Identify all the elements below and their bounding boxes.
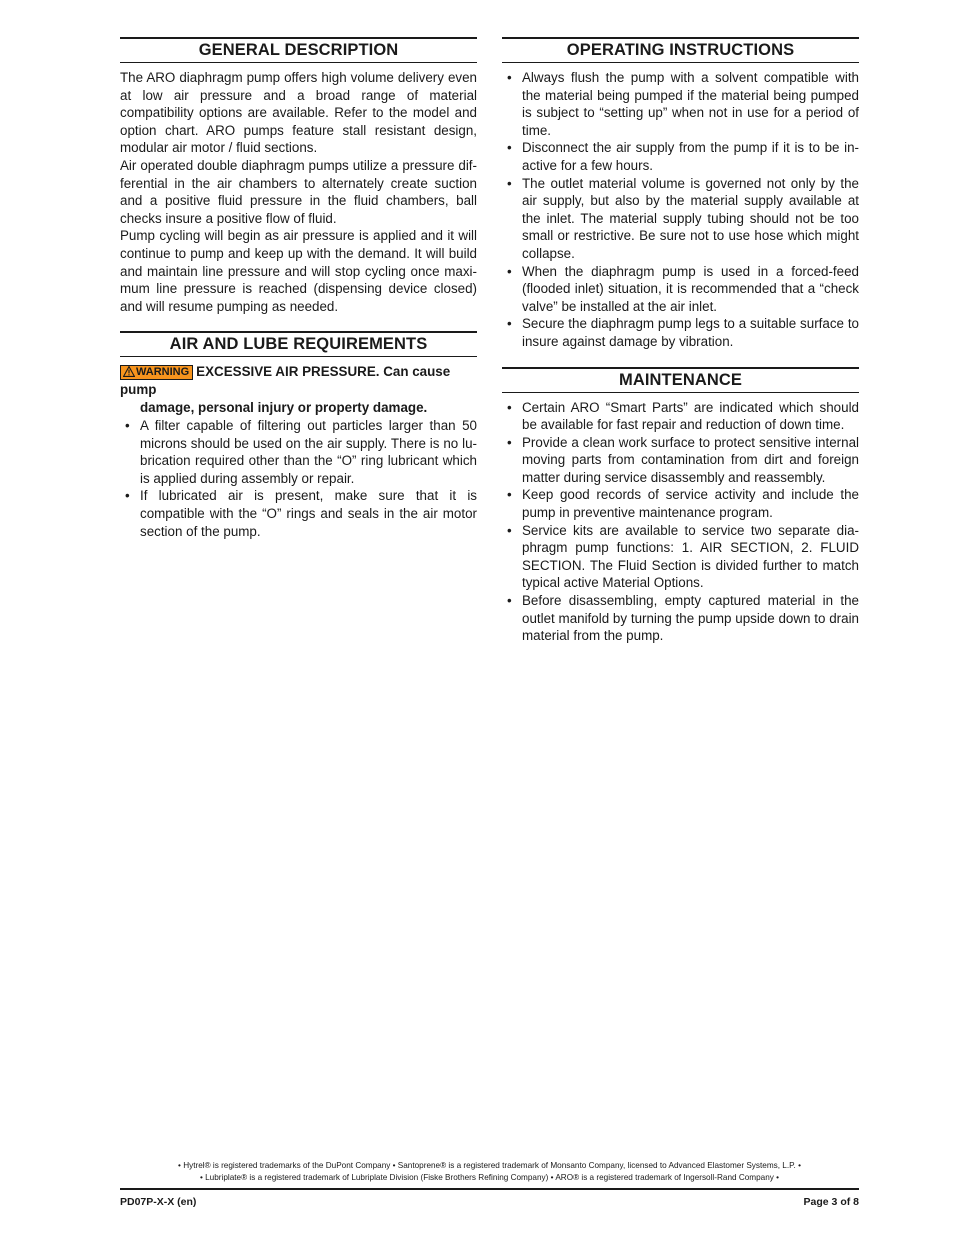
footer-divider: [120, 1188, 859, 1190]
bullet-icon: •: [125, 488, 130, 504]
list-item: • Secure the diaphragm pump legs to a suitable surface to insure against damage by vibration.: [507, 316, 859, 349]
page-number: Page 3 of 8: [803, 1196, 859, 1208]
bullet-icon: •: [507, 399, 512, 415]
operating-instructions-section: [502, 37, 859, 351]
trademark-note-1: • Hytrel® is registered trademarks of the DuPont Company • Santoprene® is a registered trademark of Monsanto Company, licensed to Advanced Elastomer Systems, L.P. •: [178, 1161, 801, 1170]
list-item: • Service kits are available to service two separate diaphragm pump functions: 1. AIR SECTION, 2. FLUID SECTION. The Fluid Section is divided further to match typical active Material Options.: [507, 522, 859, 591]
trademark-notes: [120, 1160, 859, 1183]
bullet-icon: •: [507, 175, 512, 191]
bullet-icon: •: [507, 316, 512, 332]
list-item: • Keep good records of service activity and include the pump in preventive maintenance program.: [507, 487, 859, 521]
trademark-note-2: • Lubriplate® is a registered trademark of Lubriplate Division (Fiske Brothers Refining Company) • ARO® is a registered trademark of Ingersoll-Rand Company •: [199, 1172, 780, 1182]
list-item: • Before disassembling, empty captured material in the outlet manifold by turning the pump upside down to drain material from the pump.: [507, 593, 859, 644]
general-description-heading: GENERAL DESCRIPTION: [120, 37, 477, 63]
maintenance-list: [502, 399, 859, 645]
air-lube-section: [120, 331, 477, 540]
air-lube-list: [120, 417, 477, 540]
bullet-icon: •: [507, 263, 512, 279]
warning-triangle-icon: [123, 366, 135, 377]
list-item: • Provide a clean work surface to protect sensitive internal moving parts from contamination from dirt and foreign matter during service disassembly and reassembly.: [507, 434, 859, 485]
warning-text-line-1: EXCESSIVE AIR PRESSURE. Can cause pump: [120, 364, 451, 397]
list-item: • The outlet material volume is governed not only by the air supply, but also by the material supply available at the inlet. The material supply tubing should not be too small or restrictive. Be sure not to use hose which might collapse.: [507, 175, 859, 261]
bullet-icon: •: [507, 522, 512, 538]
warning-badge: [120, 365, 193, 380]
list-item: • When the diaphragm pump is used in a forced-feed (flooded inlet) situation, it is recommended that a “check valve” be installed at the air inlet.: [507, 263, 859, 314]
list-item: • If lubricated air is present, make sure that it is compatible with the “O” rings and seals in the air motor section of the pump.: [125, 488, 477, 539]
general-description-section: [120, 37, 477, 315]
list-item: • Disconnect the air supply from the pump if it is to be inactive for a few hours.: [507, 140, 859, 173]
list-item: • Certain ARO “Smart Parts” are indicated which should be available for fast repair and reduction of down time.: [507, 399, 859, 433]
right-column: [502, 37, 859, 657]
general-description-paragraph-1: The ARO diaphragm pump offers high volume delivery even at low air pressure and a broad range of material compatibility options are available. Refer to the model and option chart. ARO pumps feature stall resistant design, modular air motor / fluid sections.: [120, 70, 477, 156]
general-description-paragraph-2: Air operated double diaphragm pumps utilize a pressure differential in the air chambers to alternately create suction and a positive fluid pressure in the fluid chambers, ball checks insure a positive flow of fluid.: [120, 157, 477, 226]
warning-text-line-2: damage, personal injury or property damage.: [140, 399, 428, 415]
bullet-icon: •: [507, 70, 512, 85]
maintenance-heading: MAINTENANCE: [502, 367, 859, 393]
warning-block: [120, 363, 477, 416]
list-item: • A filter capable of filtering out particles larger than 50 microns should be used on the air supply. There is no lubrication required other than the “O” ring lubricant which is applied during assembly or repair.: [125, 418, 477, 486]
warning-label: WARNING: [136, 366, 190, 379]
operating-instructions-heading: OPERATING INSTRUCTIONS: [502, 37, 859, 63]
document-id: PD07P-X-X (en): [120, 1196, 197, 1208]
bullet-icon: •: [125, 418, 130, 434]
bullet-icon: •: [507, 593, 512, 609]
bullet-icon: •: [507, 487, 512, 503]
operating-instructions-list: [502, 69, 859, 351]
bullet-icon: •: [507, 140, 512, 156]
bullet-icon: •: [507, 434, 512, 450]
maintenance-section: [502, 367, 859, 645]
general-description-paragraph-3: Pump cycling will begin as air pressure is applied and it will continue to pump and keep up with the demand. It will build and maintain line pressure and will stop cycling once maximum line pressure is reached (dispensing device closed) and will resume pumping as needed.: [120, 228, 477, 314]
left-column: [120, 37, 477, 552]
list-item: • Always flush the pump with a solvent compatible with the material being pumped if the material being pumped is subject to “setting up” when not in use for a period of time.: [507, 70, 859, 138]
air-lube-heading: AIR AND LUBE REQUIREMENTS: [120, 331, 477, 357]
